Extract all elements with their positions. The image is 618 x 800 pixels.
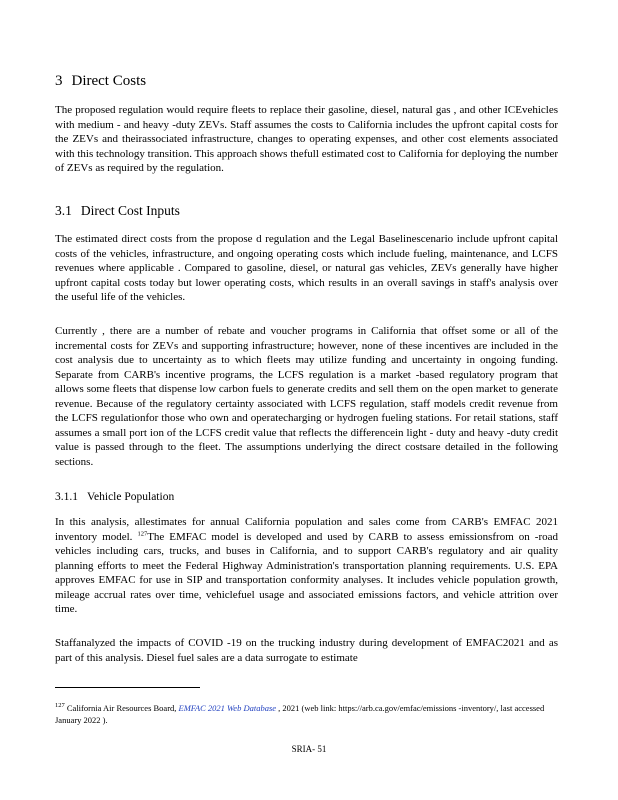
- footnote-text-after: , 2021 (web link: https://arb.ca.gov/emfac/emissions -inventory/, last accessed January 2022 ).: [55, 703, 545, 725]
- footnote-divider: [55, 687, 200, 688]
- subsection-title: Direct Cost Inputs: [80, 203, 180, 218]
- vehicle-population-paragraph-2: Staffanalyzed the impacts of COVID -19 on the trucking industry during development of EMFAC2021 and as part of this analysis. Diesel fuel sales are a data surrogate to estimate: [55, 637, 558, 664]
- paragraph-text-after-footnote: The EMFAC model is developed and used by CARB to assess emissionsfrom on -road vehicles including cars, trucks, and buses in California, and to support CARB's regulatory and air quality planning efforts to meet the Federal Highway Administration's transportation planning requirements. U.S. EPA approves EMFAC for use in SIP and transportation conformity analyses. It includes vehicle population growth, mileage accrual rates over time, vehiclefuel usage and associated emissions factors, and vehicle attrition over time.: [55, 530, 558, 615]
- section-heading: [55, 73, 146, 90]
- section-paragraph: The proposed regulation would require fleets to replace their gasoline, diesel, natural gas , and other ICEvehicles with medium - and heavy -duty ZEVs. Staff assumes the costs to California includes the upfront capital costs for the ZEVs and theirassociated infrastructure, changes to operating expenses, and other cost elements associated with this technology transition. This approach shows thefull estimated cost to California for deploying the number of ZEVs as required by the regulation.: [55, 104, 558, 174]
- paragraph-text-before-footnote: In this analysis, allestimates for annual California population and sales come from CARB's EMFAC 2021 inventory model.: [55, 516, 558, 543]
- section-title: Direct Costs: [71, 73, 147, 89]
- subsubsection-heading: [55, 491, 174, 503]
- vehicle-population-paragraph-1: [55, 515, 558, 617]
- section-number: 3: [55, 73, 63, 89]
- page-number: SRIA- 51: [291, 744, 327, 754]
- footnote: [55, 702, 558, 726]
- subsection-heading: [55, 203, 180, 219]
- direct-cost-paragraph-1: The estimated direct costs from the propose d regulation and the Legal Baselinescenario include upfront capital costs of the vehicles, infrastructure, and ongoing operating costs which include fueling, maintenance, and LCFS revenues where applicable . Compared to gasoline, diesel, or natural gas vehicles, ZEVs generally have higher upfront capital costs today but lower operating costs, which results in an overall savings in staff's analysis over the useful life of the vehicles.: [55, 233, 558, 303]
- footnote-reference[interactable]: 127: [137, 529, 148, 537]
- direct-cost-paragraph-2: Currently , there are a number of rebate and voucher programs in California that offset some or all of the incremental costs for ZEVs and supporting infrastructure; however, none of these incentives are included in the cost analysis due to uncertainty as to which fleets may utilize funding and uncertainty in ongoing funding. Separate from CARB's incentive programs, the LCFS regulation is a market -based regulatory program that allows some fleets that dispense low carbon fuels to generate credits and sell them on the open market to generate revenue. Because of the regulatory certainty associated with LCFS regulation, staff models credit revenue from the LCFS regulationfor those who own and operatecharging or hydrogen fueling stations. For retail stations, staff assumes a small port ion of the LCFS credit value that reflects the differencein light - duty and heavy -duty credit value is passed through to the fleet. The assumptions underlying the direct costsare detailed in the following sections.: [55, 325, 558, 468]
- subsubsection-number: 3.1.1: [55, 491, 78, 503]
- footnote-number: 127: [55, 702, 65, 710]
- footnote-text-before: California Air Resources Board,: [66, 703, 177, 713]
- subsubsection-title: Vehicle Population: [87, 491, 175, 503]
- footnote-link[interactable]: EMFAC 2021 Web Database: [178, 703, 277, 713]
- subsection-number: 3.1: [55, 203, 72, 218]
